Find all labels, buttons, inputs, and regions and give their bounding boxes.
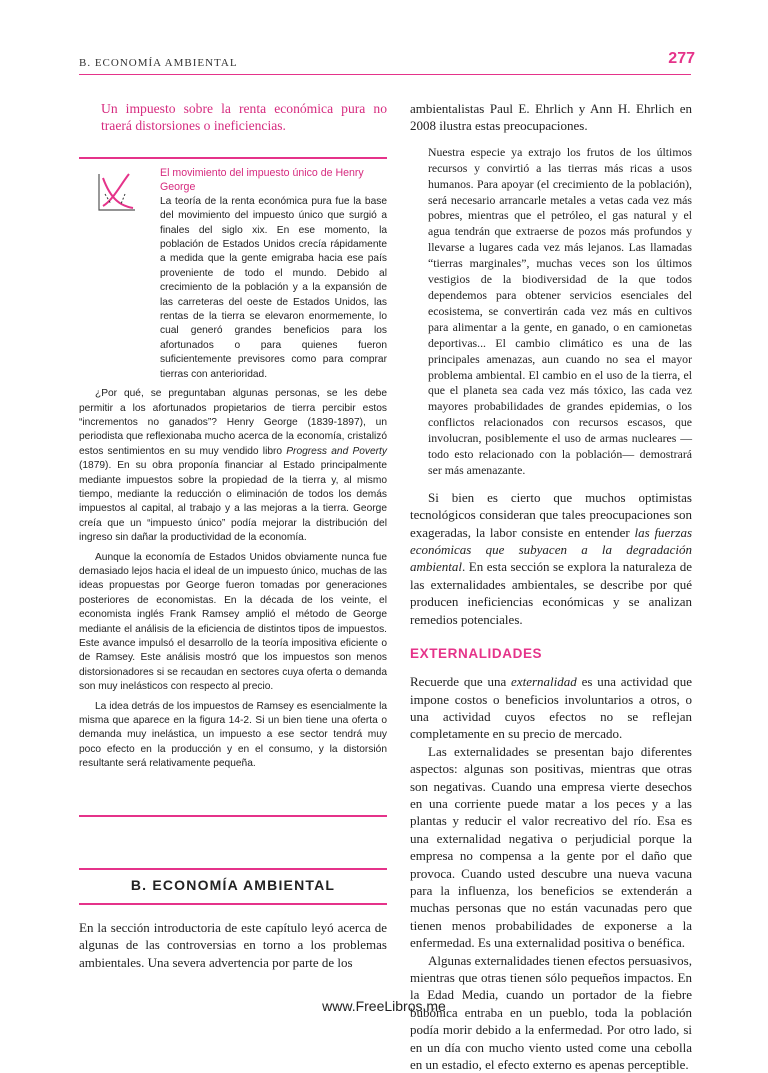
box-bottom-rule bbox=[79, 815, 387, 817]
section-heading: B. ECONOMÍA AMBIENTAL bbox=[130, 877, 336, 893]
section-rule-bottom bbox=[79, 903, 387, 905]
block-quote: Nuestra especie ya extrajo los frutos de los últimos recursos y convirtió a las tierras más ricas a usos humanos. Para apoyar (el crecimiento de la población), será necesario arrancarle metales a vetas cada vez más pobres, mientras que el petróleo, el gas natural y el agua tendrán que extraerse de pozos más profundos y llevarse a lugares cada vez más lejanos. Las llamadas “tierras marginales”, muchas veces son los últimos vestigios de la biodiversidad de la que todos dependemos para obtener servicios esenciales del ecosistema, se convertirán cada vez más en cultivos para alimentar a la gente, en ganado, o en camionetas deportivas... El cambio climático es una de las principales amenazas, aun cuando no sea el mayor problema ambiental. El cambio en el uso de la tierra, el que el planeta sea cada vez más tóxico, las cada vez mayores probabilidades de grandes epidemias, o los conflictos relacionados con recursos escasos, que involucran, posiblemente el uso de armas nucleares —todo esto relacionado con la población— demostrará ser más amenazante. bbox=[428, 144, 692, 477]
term-externalidad: externalidad bbox=[511, 674, 577, 690]
body-paragraph: Algunas externalidades tienen efectos persuasivos, mientras que otras tienen sólo pequeños impactos. En la Edad Media, cuando un portador de la fiebre bubónica entraba en un pueblo, toda la población podía morir debido a la enfermedad. Por otro lado, si en un día con mucho viento usted come una cebolla en un estadio, el efecto externo es apenas perceptible. bbox=[410, 952, 692, 1073]
box-paragraph: Aunque la economía de Estados Unidos obviamente nunca fue demasiado lejos hacia el ideal de un impuesto único, muchas de las ideas propuestas por George fueron tomadas por generaciones posteriores de economistas. En la década de los veinte, el economista inglés Frank Ramsey amplió el método de George mediante el análisis de la eficiencia de distintos tipos de impuestos. Este avance impulsó el desarrollo de la teoría impositiva eficiente o de Ramsey. Este análisis mostró que los impuestos son menos distorsionadores si se recaudan en sectores cuya oferta o demanda son muy inelásticos con respecto al precio. bbox=[79, 551, 387, 693]
box-paragraph: ¿Por qué, se preguntaban algunas personas, se les debe permitir a los afortunados propietarios de tierra percibir estos “incrementos no ganados”? Henry George (1839-1897), un periodista que reflexionaba mucho acerca de la economía, cristalizó estos sentimientos en su muy vendido libro Progress and Poverty (1879). En su obra proponía financiar al Estado principalmente mediante impuestos sobre la propiedad de la tierra y, al mismo tiempo, mediante la reducción o eliminación de todos los demás impuestos al capital, al trabajo y a las mejoras a la tierra. George creía que un “impuesto único” podía mejorar la distribución del ingreso sin dañar la productividad de la economía. bbox=[79, 388, 387, 544]
emphasis-text: las fuerzas económicas que subyacen a la degradación ambiental bbox=[410, 524, 693, 575]
crossing-curves-icon bbox=[95, 170, 139, 216]
subsection-heading: EXTERNALIDADES bbox=[410, 646, 543, 662]
left-column bbox=[79, 100, 387, 134]
footer-watermark: www.FreeLibros.me bbox=[322, 998, 446, 1014]
box-paragraph: La teoría de la renta económica pura fue la base del movimiento del impuesto único que surgió a finales del siglo xix. En ese momento, la población de Estados Unidos crecía rápidamente a medida que la gente emigraba hacia ese país proveniente de todo el mundo. Debido al crecimiento de la población y a la expansión de las carreteras del oeste de Estados Unidos, las rentas de la tierra se elevaron enormemente, lo cual generó grandes beneficios para los afortunados o para quienes fueron suficientemente previsores como para comprar tierras con anterioridad. bbox=[160, 195, 387, 380]
body-paragraph: Si bien es cierto que muchos optimistas tecnológicos consideran que tales preocupaciones son exageradas, la labor consiste en entender las fuerzas económicas que subyacen a la degradación ambiental. En esta sección se explora la naturaleza de las externalidades ambientales, se describe por qué producen ineficiencias económicas y se analizan remedios potenciales. bbox=[410, 489, 693, 627]
intro-paragraph: En la sección introductoria de este capítulo leyó acerca de algunas de las controversias en torno a los problemas ambientales. Una severa advertencia por parte de los bbox=[79, 920, 387, 970]
pull-quote: Un impuesto sobre la renta económica pura no traerá distorsiones o ineficiencias. bbox=[101, 101, 387, 133]
box-paragraph: La idea detrás de los impuestos de Ramsey es esencialmente la misma que aparece en la figura 14-2. Si un bien tiene una oferta o demanda muy inelástica, un impuesto a ese sector tendrá muy poco efecto en la producción y en el consumo, y la distorsión resultante será relativamente pequeña. bbox=[79, 700, 387, 770]
body-paragraph: Recuerde que una externalidad es una actividad que impone costos o beneficios involuntarios a otros, o una actividad cuyos efectos no se reflejan completamente en su precio de mercado. bbox=[410, 674, 693, 742]
section-rule-top bbox=[79, 868, 387, 870]
header-rule bbox=[79, 74, 691, 75]
right-column bbox=[410, 100, 692, 1073]
body-paragraph: Las externalidades se presentan bajo diferentes aspectos: algunas son positivas, mientras que otras son negativas. Cuando una empresa vierte desechos en una corriente puede matar a los peces y a las plantas y reducir el valor recreativo del río. Esa es una externalidad negativa o perjudicial porque la empresa no compensa a la gente por el daño que provoca. Cuando usted descubre una nueva vacuna para la influenza, los beneficios se extenderán a muchas personas que no están vacunadas pero que tienen menos probabilidades de exponerse a la enfermedad. Es una externalidad positiva o benéfica. bbox=[410, 743, 692, 951]
box-top-rule bbox=[79, 157, 387, 159]
book-title: Progress and Poverty bbox=[286, 445, 387, 457]
box-title: El movimiento del impuesto único de Henry George bbox=[160, 167, 364, 194]
running-header: B. ECONOMÍA AMBIENTAL bbox=[79, 57, 238, 69]
continuation-paragraph: ambientalistas Paul E. Ehrlich y Ann H. Ehrlich en 2008 ilustra estas preocupaciones. bbox=[410, 101, 692, 134]
page-number: 277 bbox=[668, 50, 695, 67]
sidebar-box bbox=[79, 166, 387, 772]
